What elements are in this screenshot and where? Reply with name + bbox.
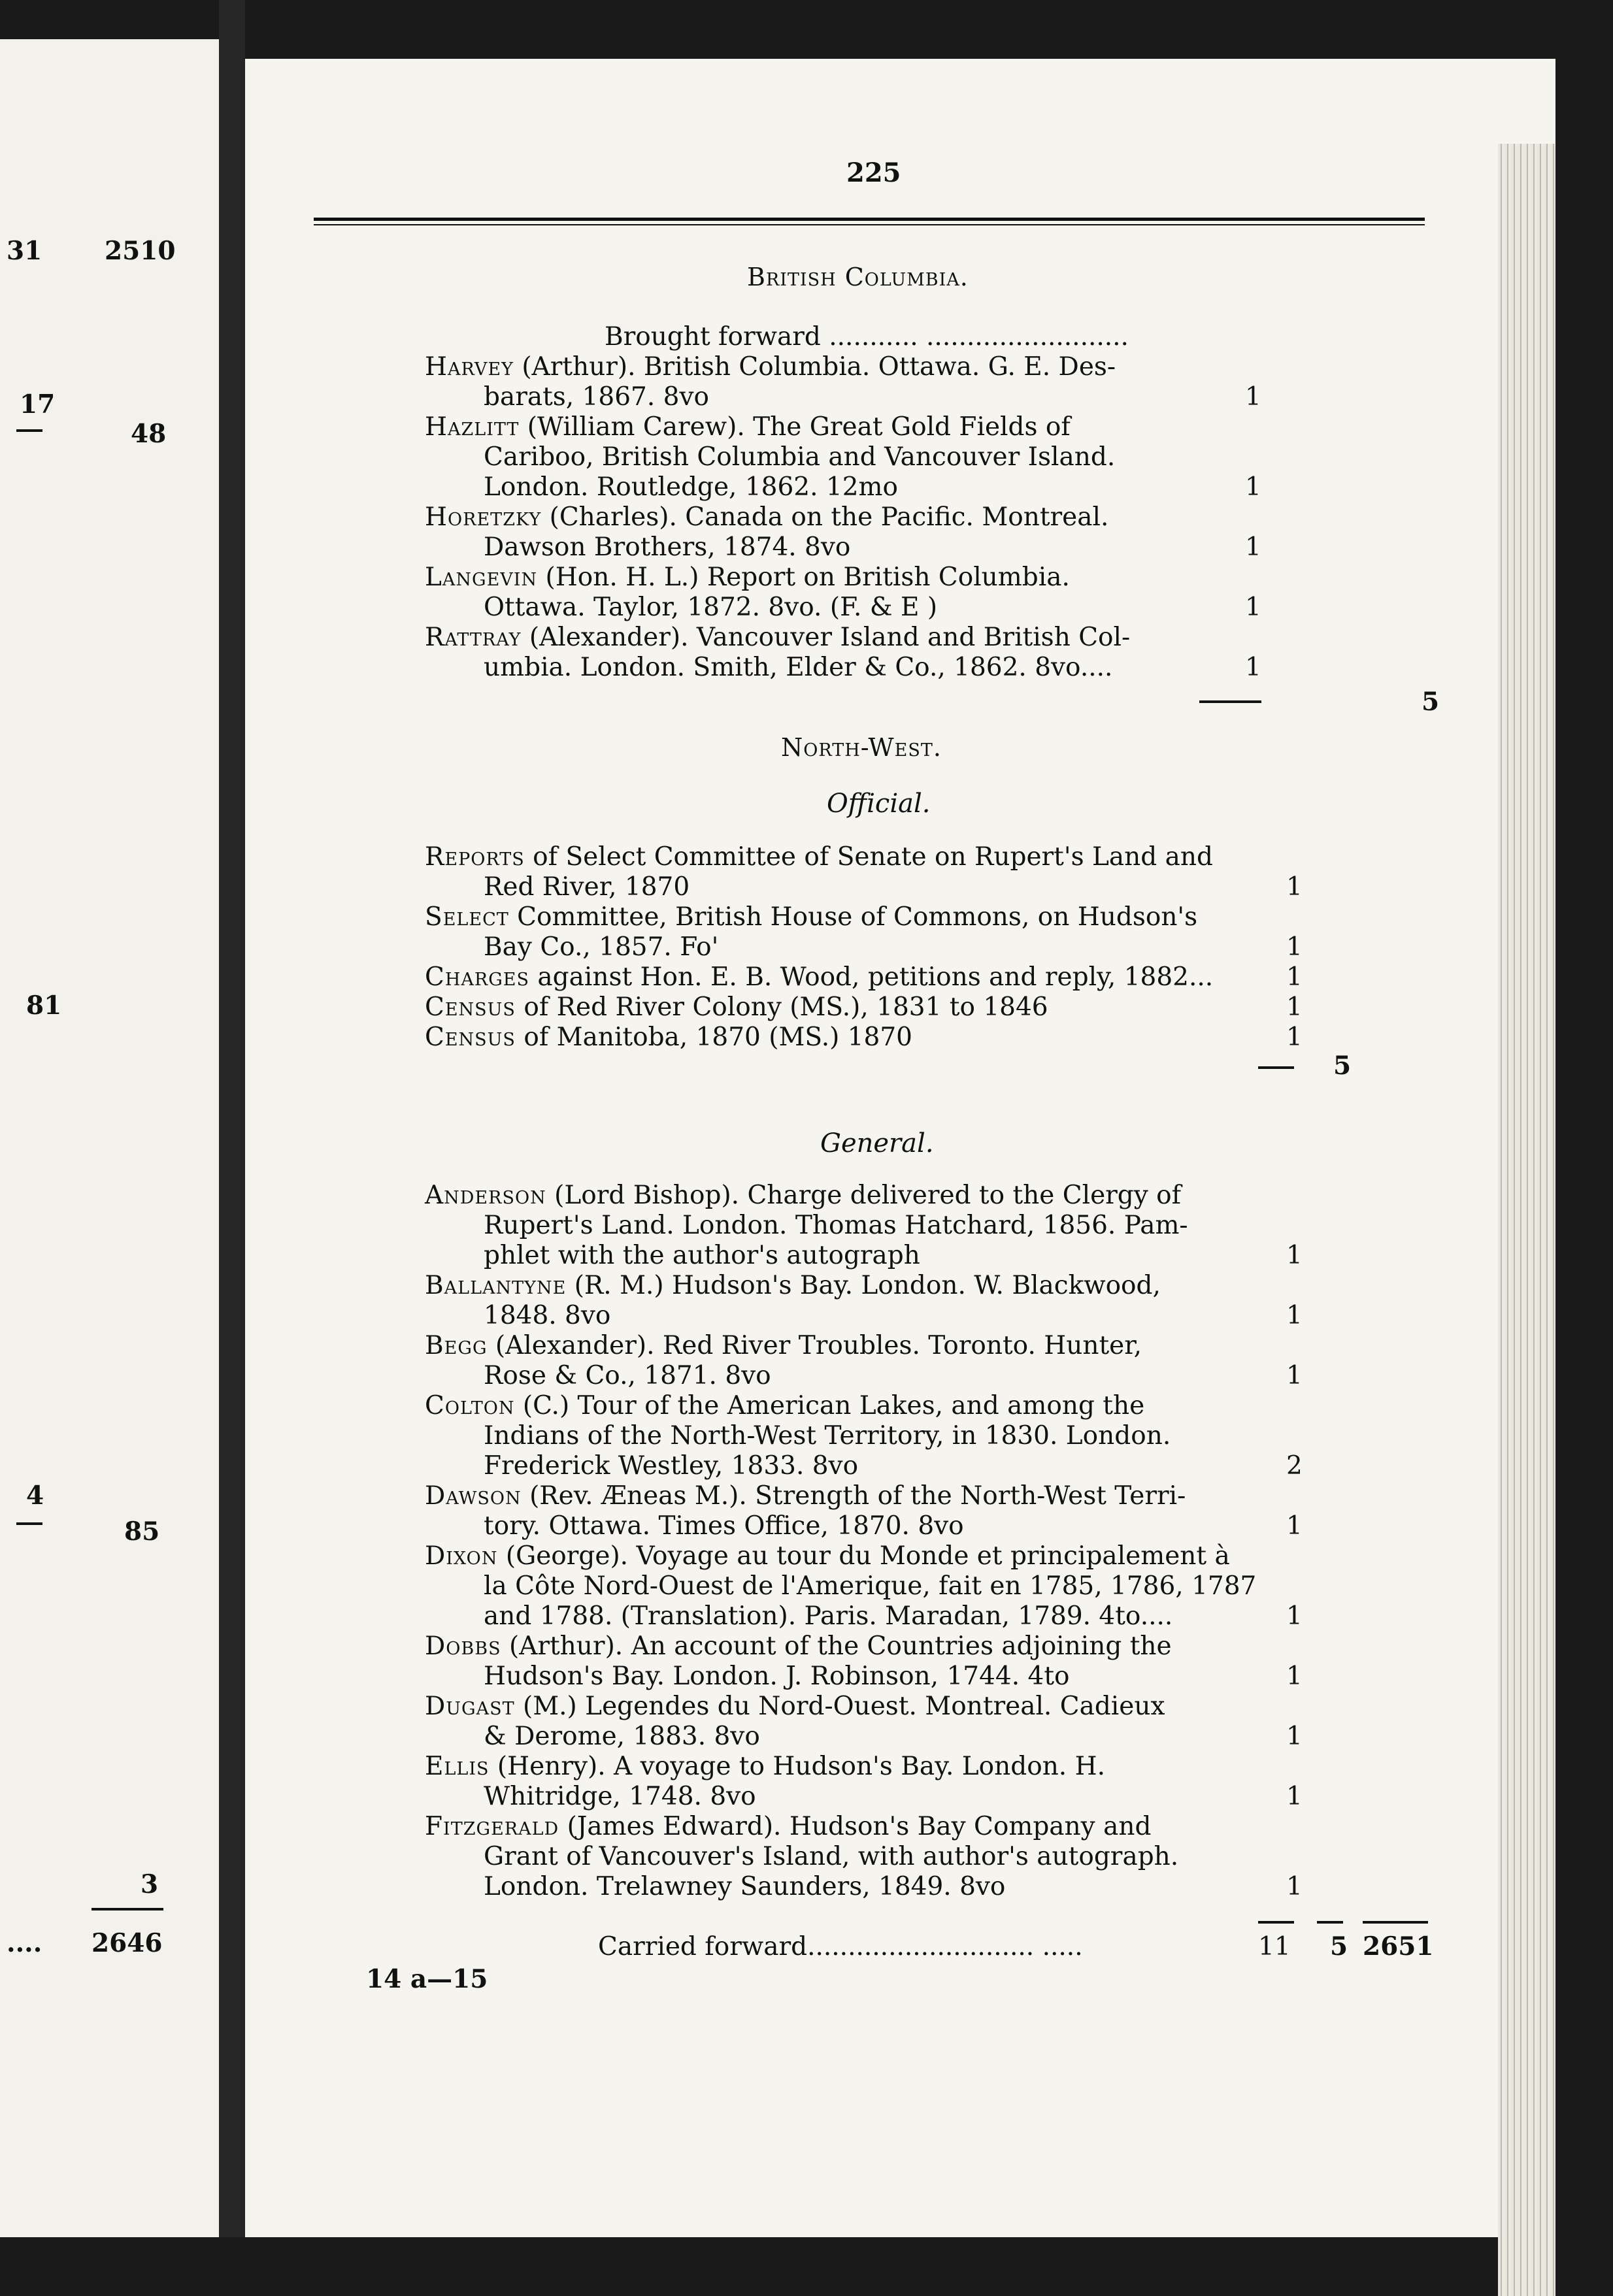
entry-first-line: Rattray (Alexander). Vancouver Island and British Col- [425, 623, 1131, 652]
header-rule [314, 218, 1425, 221]
entry-first-line: Select Committee, British House of Commons, on Hudson's [425, 902, 1198, 932]
subtotal-rule [1199, 700, 1261, 703]
entry-first-line: Anderson (Lord Bishop). Charge delivered to the Clergy of [425, 1181, 1182, 1210]
entry-count: 1 [1286, 1872, 1303, 1901]
general-heading: General. [820, 1128, 934, 1158]
entry-first-line: Harvey (Arthur). British Columbia. Ottawa. G. E. Des- [425, 352, 1116, 382]
page-edges [1498, 144, 1555, 2296]
left-value: 81 [26, 991, 62, 1021]
entry-count: 1 [1245, 472, 1261, 502]
page-number: 225 [846, 157, 901, 188]
entry-first-line: Hazlitt (William Carew). The Great Gold Fields of [425, 412, 1071, 442]
carried-value: 2651 [1363, 1931, 1434, 1961]
entry-continuation-line: Cariboo, British Columbia and Vancouver Island. [484, 442, 1116, 472]
entry-count: 1 [1245, 593, 1261, 622]
entry-continuation-line: 1848. 8vo [484, 1301, 611, 1330]
left-value: 2646 [91, 1928, 163, 1958]
entry-count: 1 [1286, 1361, 1303, 1390]
bc-total: 5 [1422, 687, 1440, 717]
entry-continuation-line: barats, 1867. 8vo [484, 382, 709, 412]
entry-continuation-line: Grant of Vancouver's Island, with author's autograph. [484, 1842, 1179, 1871]
entry-continuation-line: Whitridge, 1748. 8vo [484, 1782, 756, 1811]
entry-first-line: Fitzgerald (James Edward). Hudson's Bay Company and [425, 1812, 1152, 1841]
section-title: British Columbia. [747, 263, 969, 291]
total-rule [1363, 1921, 1428, 1924]
entry-continuation-line: and 1788. (Translation). Paris. Maradan, 1789. 4to.... [484, 1601, 1173, 1631]
northwest-title: North-West. [781, 733, 942, 762]
entry-first-line: Begg (Alexander). Red River Troubles. Toronto. Hunter, [425, 1331, 1142, 1360]
entry-first-line: Ballantyne (R. M.) Hudson's Bay. London. W. Blackwood, [425, 1271, 1161, 1300]
entry-count: 1 [1286, 962, 1303, 992]
entry-count: 1 [1286, 872, 1303, 902]
entry-continuation-line: & Derome, 1883. 8vo [484, 1722, 760, 1751]
entry-first-line: Census of Red River Colony (MS.), 1831 to 1846 [425, 992, 1048, 1022]
entry-first-line: Dugast (M.) Legendes du Nord-Ouest. Montreal. Cadieux [425, 1692, 1165, 1721]
left-value: 4 [26, 1481, 44, 1511]
left-rule [16, 1522, 42, 1525]
signature-mark: 14 a—15 [366, 1964, 488, 1994]
left-value: 48 [131, 419, 167, 449]
entry-count: 1 [1245, 533, 1261, 562]
official-heading: Official. [827, 789, 931, 819]
entry-continuation-line: umbia. London. Smith, Elder & Co., 1862. 8vo.... [484, 653, 1113, 682]
header-rule-thin [314, 224, 1425, 225]
entry-first-line: Dawson (Rev. Æneas M.). Strength of the North-West Terri- [425, 1481, 1186, 1511]
entry-count: 1 [1286, 1511, 1303, 1541]
entry-continuation-line: Frederick Westley, 1833. 8vo [484, 1451, 859, 1481]
entry-continuation-line: Rupert's Land. London. Thomas Hatchard, 1856. Pam- [484, 1211, 1188, 1240]
left-facing-page: 31 2510 17 48 81 4 85 3 .... 2646 [0, 39, 219, 2237]
total-rule [1317, 1921, 1343, 1924]
official-total: 5 [1333, 1051, 1352, 1081]
left-value: 31 [7, 236, 42, 266]
entry-continuation-line: phlet with the author's autograph [484, 1241, 920, 1270]
entry-first-line: Horetzky (Charles). Canada on the Pacific. Montreal. [425, 502, 1109, 532]
total-rule [1258, 1921, 1294, 1924]
entry-count: 1 [1286, 1301, 1303, 1330]
left-value: 17 [20, 389, 56, 419]
entry-first-line: Charges against Hon. E. B. Wood, petitions and reply, 1882... [425, 962, 1214, 992]
left-value: 2510 [105, 236, 176, 266]
entry-count: 2 [1286, 1451, 1303, 1481]
entry-count: 1 [1286, 1782, 1303, 1811]
entry-count: 1 [1245, 653, 1261, 682]
entry-continuation-line: Dawson Brothers, 1874. 8vo [484, 533, 851, 562]
entry-continuation-line: London. Trelawney Saunders, 1849. 8vo [484, 1872, 1006, 1901]
entry-continuation-line: Hudson's Bay. London. J. Robinson, 1744. 4to [484, 1662, 1070, 1691]
carried-value: 11 [1258, 1932, 1291, 1961]
subtotal-rule [1258, 1066, 1294, 1069]
entry-count: 1 [1245, 382, 1261, 412]
entry-count: 1 [1286, 932, 1303, 962]
entry-count: 1 [1286, 1601, 1303, 1631]
left-rule [91, 1908, 163, 1911]
entry-count: 1 [1286, 992, 1303, 1022]
entry-first-line: Dobbs (Arthur). An account of the Countries adjoining the [425, 1632, 1172, 1661]
entry-first-line: Ellis (Henry). A voyage to Hudson's Bay. London. H. [425, 1752, 1106, 1781]
entry-continuation-line: tory. Ottawa. Times Office, 1870. 8vo [484, 1511, 964, 1541]
entry-continuation-line: la Côte Nord-Ouest de l'Amerique, fait en 1785, 1786, 1787 [484, 1571, 1257, 1601]
entry-continuation-line: Indians of the North-West Territory, in 1830. London. [484, 1421, 1171, 1451]
brought-forward-label: Brought forward ........... ......................... [605, 322, 1129, 352]
entry-count: 1 [1286, 1241, 1303, 1270]
entry-first-line: Dixon (George). Voyage au tour du Monde et principalement à [425, 1541, 1230, 1571]
entry-continuation-line: Bay Co., 1857. Fo' [484, 932, 719, 962]
book-gutter [219, 0, 245, 2237]
entry-continuation-line: London. Routledge, 1862. 12mo [484, 472, 898, 502]
carried-value: 5 [1330, 1931, 1348, 1961]
entry-first-line: Langevin (Hon. H. L.) Report on British Columbia. [425, 563, 1070, 592]
entry-count: 1 [1286, 1023, 1303, 1052]
entry-first-line: Reports of Select Committee of Senate on Rupert's Land and [425, 842, 1213, 872]
entry-continuation-line: Red River, 1870 [484, 872, 690, 902]
entry-first-line: Colton (C.) Tour of the American Lakes, and among the [425, 1391, 1145, 1420]
entry-count: 1 [1286, 1722, 1303, 1751]
entry-first-line: Census of Manitoba, 1870 (MS.) 1870 [425, 1023, 912, 1052]
carried-forward-label: Carried forward............................ ..... [598, 1932, 1083, 1961]
entry-continuation-line: Ottawa. Taylor, 1872. 8vo. (F. & E ) [484, 593, 938, 622]
left-value: 85 [124, 1517, 160, 1547]
entry-continuation-line: Rose & Co., 1871. 8vo [484, 1361, 771, 1390]
left-rule [16, 429, 42, 432]
left-value: 3 [141, 1869, 159, 1899]
entry-count: 1 [1286, 1662, 1303, 1691]
